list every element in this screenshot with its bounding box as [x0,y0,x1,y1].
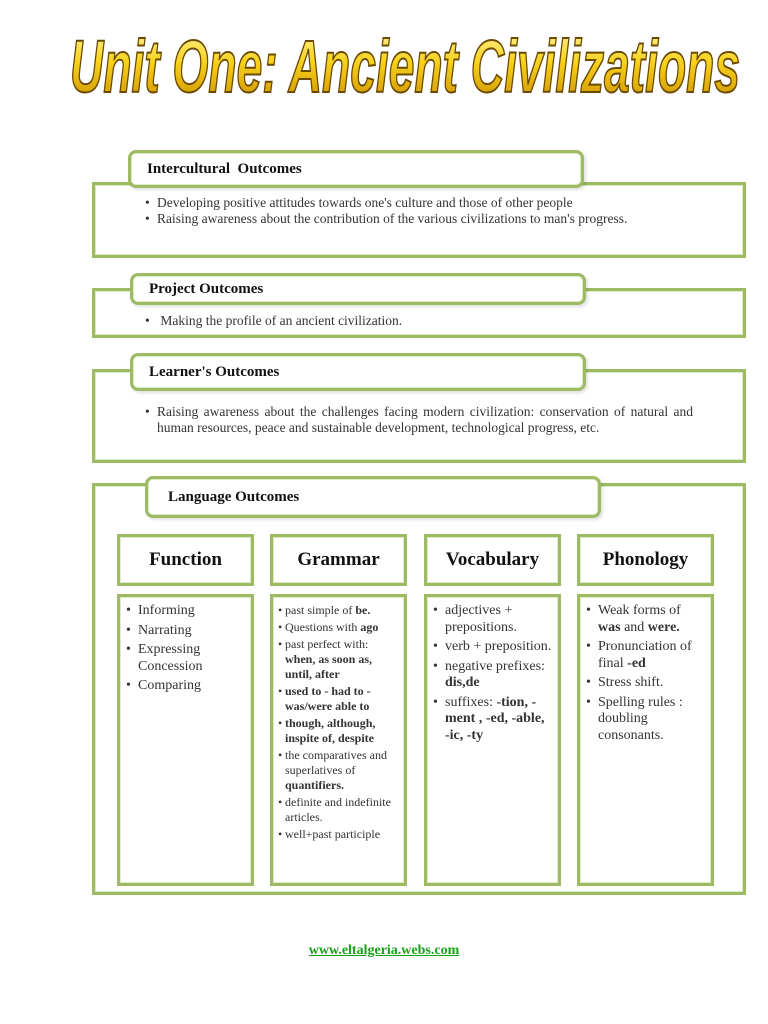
list-item: • Stress shift. [586,675,705,692]
list-item: • definite and indefinite articles. [279,795,398,825]
section-heading: Learner's Outcomes [149,363,280,380]
list-item: • negative prefixes: dis,de [433,659,552,692]
list-item: • Raising awareness about the challenges facing modern civilization: conservation of natural and human resources, peace and sustainable development, technological progress, etc. [145,404,693,436]
list-item: • Raising awareness about the contribution of the various civilizations to man's progress. [145,211,693,227]
list-item: • suffixes: -tion, -ment , -ed, -able, -ic, -ty [433,695,552,745]
website-link[interactable]: www.eltalgeria.webs.com [308,943,460,958]
list-item: • Informing [126,603,245,620]
list-item: • Developing positive attitudes towards one's culture and those of other people [145,195,693,211]
vocabulary-column [424,594,561,886]
learner-outcomes-heading [130,353,586,391]
list-item: • used to - had to - was/were able to [279,684,398,714]
function-list [126,603,245,695]
vocabulary-heading: Vocabulary [424,534,561,586]
grammar-heading: Grammar [270,534,407,586]
list-item: • Making the profile of an ancient civilization. [145,313,693,329]
list-item: • well+past participle [279,827,398,842]
list-item: • Questions with ago [279,620,398,635]
grammar-list [279,603,398,842]
language-outcomes-heading [145,476,601,518]
list-item: • verb + preposition. [433,639,552,656]
grammar-column [270,594,407,886]
list-item: • Pronunciation of final -ed [586,639,705,672]
unit-title: Unit One: Ancient Civilizations [70,25,740,108]
intercultural-list [145,195,693,227]
list-item: • past perfect with: when, as soon as, until, after [279,637,398,682]
learner-list [145,404,693,436]
intercultural-outcomes-heading [128,150,584,188]
phonology-column [577,594,714,886]
phonology-list [586,603,705,744]
list-item: • Weak forms of was and were. [586,603,705,636]
project-outcomes-heading [130,273,586,305]
section-heading: Project Outcomes [149,280,264,297]
list-item: • Comparing [126,678,245,695]
list-item: • past simple of be. [279,603,398,618]
unit-title-banner [60,8,750,116]
section-heading: Intercultural Outcomes [147,160,302,177]
function-column [117,594,254,886]
intercultural-outcomes-box [92,182,746,258]
list-item: • Narrating [126,623,245,640]
section-heading: Language Outcomes [168,488,300,505]
function-heading: Function [117,534,254,586]
list-item: • adjectives + prepositions. [433,603,552,636]
list-item: • Spelling rules : doubling consonants. [586,695,705,745]
list-item: • the comparatives and superlatives of quantifiers. [279,748,398,793]
list-item: • though, although, inspite of, despite [279,716,398,746]
vocabulary-list [433,603,552,744]
phonology-heading: Phonology [577,534,714,586]
list-item: • Expressing Concession [126,642,245,675]
project-list [145,313,693,329]
